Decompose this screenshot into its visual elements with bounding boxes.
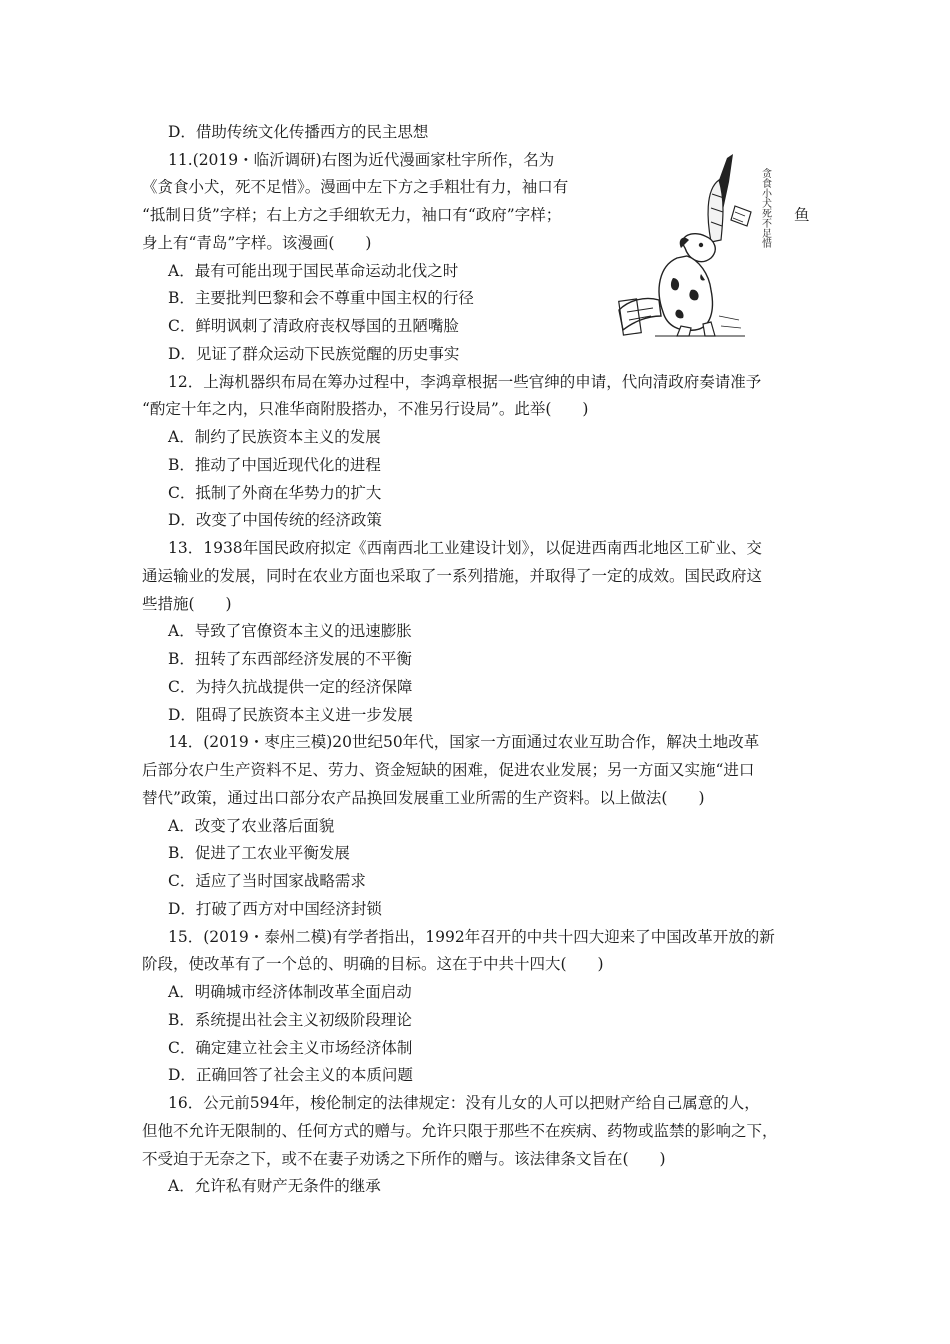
cartoon-dog-illustration — [615, 150, 785, 340]
q11-stem-line-3-end: 鱼 — [794, 206, 810, 224]
q11-option-c: C．鲜明讽刺了清政府丧权辱国的丑陋嘴脸 — [168, 317, 459, 335]
q13-option-a: A．导致了官僚资本主义的迅速膨胀 — [168, 622, 412, 640]
q16-stem-line-1: 16．公元前594年，梭伦制定的法律规定：没有儿女的人可以把财产给自己属意的人， — [168, 1094, 760, 1112]
q13-option-c: C．为持久抗战提供一定的经济保障 — [168, 678, 413, 696]
q14-option-a: A．改变了农业落后面貌 — [168, 817, 335, 835]
q15-stem-line-1: 15．(2019・泰州二模)有学者指出，1992年召开的中共十四大迎来了中国改革开放的新 — [168, 928, 775, 946]
q14-option-c: C．适应了当时国家战略需求 — [168, 872, 366, 890]
q12-option-c: C．抵制了外商在华势力的扩大 — [168, 484, 382, 502]
q11-option-d: D．见证了群众运动下民族觉醒的历史事实 — [168, 345, 460, 363]
q15-option-b: B．系统提出社会主义初级阶段理论 — [168, 1011, 412, 1029]
q13-stem-line-3: 些措施( ) — [142, 595, 232, 613]
q12-option-d: D．改变了中国传统的经济政策 — [168, 511, 382, 529]
cartoon-title-text: 贪食小犬死不足惜 — [759, 168, 771, 248]
q14-option-b: B．促进了工农业平衡发展 — [168, 844, 350, 862]
q13-stem-line-1: 13．1938年国民政府拟定《西南西北工业建设计划》，以促进西南西北地区工矿业、交 — [168, 539, 762, 557]
q14-option-d: D．打破了西方对中国经济封锁 — [168, 900, 382, 918]
q13-option-b: B．扭转了东西部经济发展的不平衡 — [168, 650, 412, 668]
q14-stem-line-3: 替代”政策，通过出口部分农产品换回发展重工业所需的生产资料。以上做法( ) — [142, 789, 705, 807]
q12-stem-line-2: “酌定十年之内，只准华商附股搭办，不准另行设局”。此举( ) — [142, 400, 589, 418]
q16-option-a: A．允许私有财产无条件的继承 — [168, 1177, 381, 1195]
q11-stem-line-3: “抵制日货”字样；右上方之手细软无力，袖口有“政府”字样； — [142, 206, 562, 224]
q12-stem-line-1: 12．上海机器织布局在筹办过程中，李鸿章根据一些官绅的申请，代向清政府奏请准予 — [168, 373, 762, 391]
q11-stem-line-2: 《贪食小犬，死不足惜》。漫画中左下方之手粗壮有力，袖口有 — [142, 178, 569, 196]
q11-stem-line-4: 身上有“青岛”字样。该漫画( ) — [142, 234, 372, 252]
q10-option-d: D．借助传统文化传播西方的民主思想 — [168, 123, 429, 141]
q13-option-d: D．阻碍了民族资本主义进一步发展 — [168, 706, 413, 724]
q16-stem-line-3: 不受迫于无奈之下，或不在妻子劝诱之下所作的赠与。该法律条文旨在( ) — [142, 1150, 666, 1168]
q13-stem-line-2: 通运输业的发展，同时在农业方面也采取了一系列措施，并取得了一定的成效。国民政府这 — [142, 567, 763, 585]
q15-stem-line-2: 阶段，使改革有了一个总的、明确的目标。这在于中共十四大( ) — [142, 955, 604, 973]
q16-stem-line-2: 但他不允许无限制的、任何方式的赠与。允许只限于那些不在疾病、药物或监禁的影响之下， — [142, 1122, 778, 1140]
q14-stem-line-1: 14．(2019・枣庄三模)20世纪50年代，国家一方面通过农业互助合作，解决土地改革 — [168, 733, 760, 751]
q11-stem-line-1: 11.(2019・临沂调研)右图为近代漫画家杜宇所作，名为 — [168, 151, 555, 169]
q12-option-b: B．推动了中国近现代化的进程 — [168, 456, 381, 474]
q15-option-a: A．明确城市经济体制改革全面启动 — [168, 983, 412, 1001]
q15-option-d: D．正确回答了社会主义的本质问题 — [168, 1066, 413, 1084]
q12-option-a: A．制约了民族资本主义的发展 — [168, 428, 381, 446]
q15-option-c: C．确定建立社会主义市场经济体制 — [168, 1039, 413, 1057]
q11-option-b: B．主要批判巴黎和会不尊重中国主权的行径 — [168, 289, 474, 307]
q11-option-a: A．最有可能出现于国民革命运动北伐之时 — [168, 262, 459, 280]
q14-stem-line-2: 后部分农户生产资料不足、劳力、资金短缺的困难，促进农业发展；另一方面又实施“进口 — [142, 761, 755, 779]
